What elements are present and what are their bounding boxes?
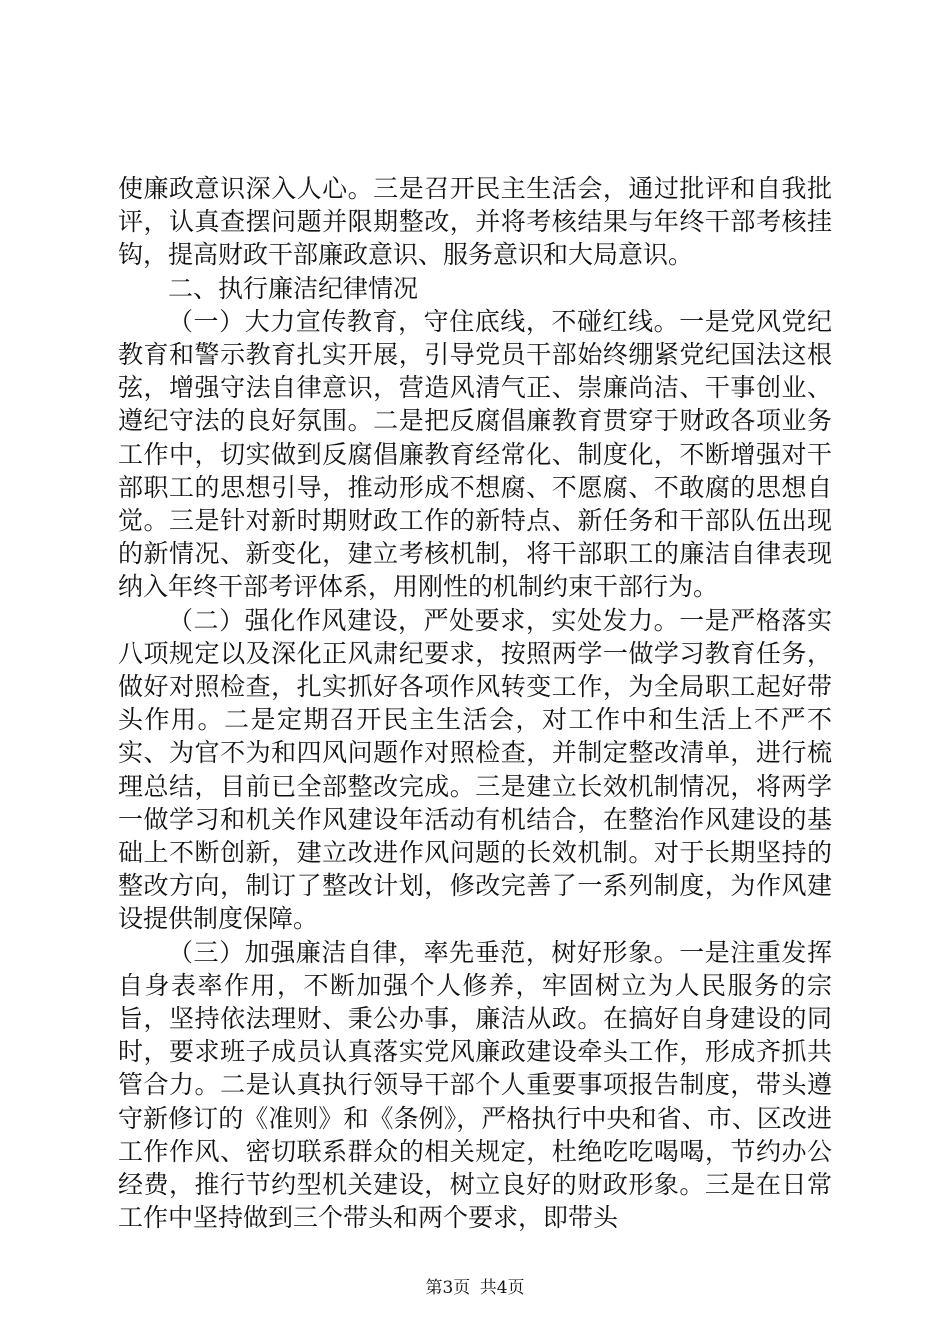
page-number: 第3页 共4页 bbox=[425, 1278, 525, 1298]
paragraph-3: （三）加强廉洁自律，率先垂范，树好形象。一是注重发挥自身表率作用，不断加强个人修养，牢固树立为人民服务的宗旨，坚持依法理财、秉公办事，廉洁从政。在搞好自身建设的同时，要求班子成员认真落实党风廉政建设牵头工作，形成齐抓共管合力。二是认真执行领导干部个人重要事项报告制度，带头遵守新修订的《准则》和《条例》，严格执行中央和省、市、区改进工作作风、密切联系群众的相关规定，杜绝吃吃喝喝，节约办公经费，推行节约型机关建设，树立良好的财政形象。三是在日常工作中坚持做到三个带头和两个要求，即带头 bbox=[118, 937, 832, 1233]
paragraph-1: （一）大力宣传教育，守住底线，不碰红线。一是党风党纪教育和警示教育扎实开展，引导党员干部始终绷紧党纪国法这根弦，增强守法自律意识，营造风清气正、崇廉尚洁、干事创业、遵纪守法的良好氛围。二是把反腐倡廉教育贯穿于财政各项业务工作中，切实做到反腐倡廉教育经常化、制度化，不断增强对干部职工的思想引导，推动形成不想腐、不愿腐、不敢腐的思想自觉。三是针对新时期财政工作的新特点、新任务和干部队伍出现的新情况、新变化，建立考核机制，将干部职工的廉洁自律表现纳入年终干部考评体系，用刚性的机制约束干部行为。 bbox=[118, 306, 832, 602]
section-heading: 二、执行廉洁纪律情况 bbox=[168, 273, 419, 303]
paragraph-2: （二）强化作风建设，严处要求，实处发力。一是严格落实八项规定以及深化正风肃纪要求，按照两学一做学习教育任务，做好对照检查，扎实抓好各项作风转变工作，为全局职工起好带头作用。二是定期召开民主生活会，对工作中和生活上不严不实、为官不为和四风问题作对照检查，并制定整改清单，进行梳理总结，目前已全部整改完成。三是建立长效机制情况，将两学一做学习和机关作风建设年活动有机结合，在整治作风建设的基础上不断创新，建立改进作风问题的长效机制。对于长期坚持的整改方向，制订了整改计划，修改完善了一系列制度，为作风建设提供制度保障。 bbox=[118, 605, 832, 934]
paragraph-continuation: 使廉政意识深入人心。三是召开民主生活会，通过批评和自我批评，认真查摆问题并限期整改，并将考核结果与年终干部考核挂钩，提高财政干部廉政意识、服务意识和大局意识。 bbox=[118, 174, 832, 270]
document-body bbox=[118, 172, 832, 1235]
